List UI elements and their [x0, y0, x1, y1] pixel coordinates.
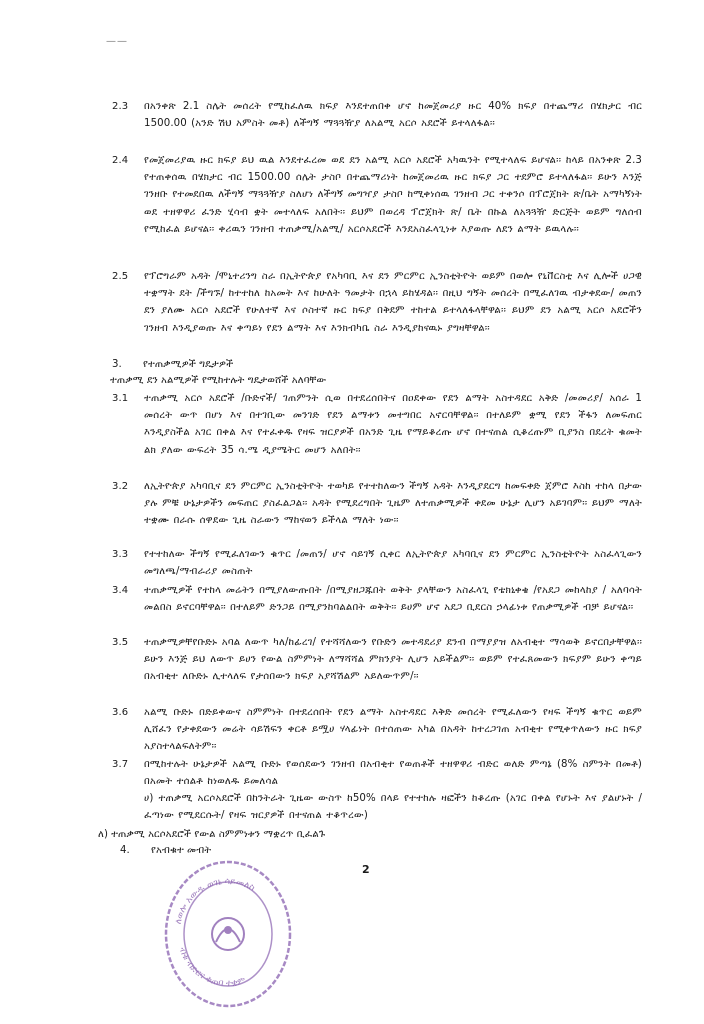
section-number: 3.: [112, 359, 122, 370]
clause-2-4: [112, 152, 642, 238]
clause-3-7: [112, 756, 642, 790]
clause-text: የፕሮግራም አዳት /ሞኒተሪንግ ስራ በኢትዮጵያ የአካባቢ እና ደን ምርምር ኢንስቲትዮት ወይም በወሎ የኒቨርስቲ እና ሊሎች ሀጋዊ ተቋማት ደት /ችግኙ/ ከተተከለ ከአመት እና ከሁለት ዓመታት በኋላ ይከሄዳል፡፡ በዚህ ግኝት መሰረት በሚፈለገዉ ብታቀደው/ መጠን ደን ያለሙ አርሶ አደሮች የሁለተኛ እና ሶስተኛ ዙር ክፍያ በቅደም ተከተል ይተላለፋላቸዋል፡፡ ይህም ደን አልሚ አርሶ አደሮችን ገንዘብ እንዲያወጡ እና ቀጣይነ የደን ልማት እና እንክብካቤ ስራ እንዲያከናዉኑ ያግዛቸዋል፡፡: [144, 271, 642, 334]
clause-number: 3.1: [112, 393, 129, 404]
clause-number: 3.6: [112, 707, 129, 718]
clause-text: ተጠቃሚዎቸየቡድኑ አባል ለውጥ ካለ/ከፊረገ/ የተሻሻለውን የቡድን መተዳደሪያ ደንብ በማያያዝ ለአብቂተ ማሳወቅ ይኖርበታቸዋል፡፡ ይሁን እንጅ ይህ ለውጥ ይሀን የውል ስምምነት ለማሻሻል ምክንያት ሊሆን አይችልም፡፡ ወይም የተፈጸመውን ክፍያም ይሁን ቀጣይ በአብቂተ ለቡድኑ ሊተላለፍ የታሰበውን ክፍያ አያሻሽልም አይለውጥም/፡፡: [144, 637, 642, 683]
scan-mark: ——: [106, 36, 128, 47]
svg-text:ብቁ ብድርና ቁጠባ ተቋም: [177, 946, 248, 989]
clause-text: አልሚ ቡድኑ በድይቀውና ስምምነት በተደረሰበት የደን ልማት አስተዳደር እቅድ መሰረት የሚፈለውን የዛፍ ችግኝ ቁጥር ወይም ሊሸፈን የታቀደውን መሬት ሳይሽፍን ቀርቶ ይሟሀ ሃላፊነት በተሰጠው አካል በአዳት ከተረጋገጠ አብቂተ የሚቀጥለውን ዙር ክፍያ አያስተላልፍለትም፡፡: [144, 707, 642, 753]
section-3-heading: [112, 356, 233, 373]
clause-text: በሚከተሉት ሁኔታዎች አልሚ ቡድኑ የወሰደውን ገንዘብ በአብቂተ የወጠቶች ተዘዋዋሪ ብድር ወለድ ምጣኔ (8% ስምንት በመቶ) በአመት ተሰልቶ ከነወለዱ ይመለሳል: [144, 759, 642, 788]
sub-clause-u: [112, 790, 642, 824]
clause-number: 3.4: [112, 585, 129, 596]
clause-3-5: [112, 634, 642, 686]
clause-number: 3.7: [112, 759, 129, 770]
sub-clause-l: ለ) ተጠቃሚ አርሶአደሮች የውል ስምምነቱን ማቋረጥ ቢፈልጉ: [98, 829, 326, 840]
sub-clause-text: ሀ) ተጠቃሚ አርሶአደሮች በከንትራት ጊዜው ውስጥ ከ50% በላይ የተተከሉ ዛፎችን ከቆረጡ (አገር በቀል የሆኑት እና ያልሆኑት /ፈጣነው የሚደርሱት/ የዛፍ ዝርያዎች በተናጠል ተቆጥረው): [144, 793, 642, 822]
section-title: የአብቁተ መብት: [150, 845, 212, 856]
clause-3-4: [112, 582, 642, 616]
section-3-intro: ተጠቃሚ ደን አልሚዎች የሚከተሉት ግዴታወሸች አለባቸው: [110, 375, 327, 386]
stamp-text-bottom: ብቁ ብድርና ቁጠባ ተቋም: [176, 946, 247, 990]
clause-2-5: [112, 268, 642, 337]
clause-text: በአንቀጽ 2.1 ስሌት መሰረት የሚከፈለዉ ክፍያ እንደተጠበቀ ሆኖ ከመጀመሪያ ዙር 40% ክፍያ በተጨማሪ በሄክታር ብር 1500.00 (አንድ ሽህ አምስት መቶ) ለችግኝ ማጓጓዥያ ለአልሚ አርሶ አደሮች ይተላለፋል፡፡: [144, 101, 642, 130]
clause-number: 3.5: [112, 637, 129, 648]
clause-3-1: [112, 390, 642, 459]
clause-text: ለኢትዮጵያ አካባቢና ደን ምርምር ኢንስቲትዮት ተወካይ የተተከለውን ችግኝ አዳት እንዲያደርግ ከመፍቀድ ጀምሮ እስከ ተከላ በታው ያሉ ምቹ ሁኔታዎችን መፍጠር ያስፈልጋል፡፡ አዳት የሚደረግበት ጊዜም ለተጠቃሚዎች ቀደመ ሁኔታ ሊሆን አይገባም፡፡ ይህም ማለት ተቋሙ በራሱ ሰዋደው ጊዜ ስራውን ማከናወን ይችላል ማለት ነው፡፡: [144, 481, 642, 527]
clause-text: የመጀመሪያዉ ዙር ክፍያ ይህ ዉል እንደተፈረመ ወደ ደን አልሚ አርሶ አደሮች አካዉንት የሚተላለፍ ይሆናል፡፡ ከላይ በአንቀጽ 2.3 የተጠቀሰዉ በሄክታር ብር 1500.00 ሰሌት ታስቦ በተጨማሪነት ከመጀመሪዉ ዙር ክፍያ ጋር ተደምሮ ይተላለፋል፡፡ ይሁን እንጅ ገንዘቡ የተመደበዉ ለችግኝ ማጓጓዥያ ስለሆነ ለችግኝ መግዣያ ታስቦ ከሚቀነሰዉ ገንዘብ ጋር ተቀንሶ በፕሮጀክት ጽ/ቤት አማካኝነት ወደ ተዘዋዋሪ ፈንድ ሂሳብ ቋት መተላለፍ አለበት፡፡ ይህም በወረዳ ፕሮጀክት ጽ/ ቤት በኩል ለአጓጓዥ ድርጅት ወይም ግለሰብ የሚከፈል ይሆናል፡፡ ቀሪዉን ገንዘብ ተጠቃሚ/አልሚ/ አርሶአደሮች እንደአስፈላጊነቱ እያወጡ ለደን ልማት ይዉላሉ፡፡: [144, 155, 642, 235]
official-stamp: [158, 852, 298, 1012]
clause-number: 2.3: [112, 101, 129, 112]
clause-number: 3.2: [112, 481, 129, 492]
clause-number: 2.4: [112, 155, 129, 166]
stamp-emblem-icon: [212, 918, 244, 950]
stamp-text-top: ለወሎ አውዱ ወገኔ ሳይመለስ: [173, 876, 257, 926]
page-number: 2: [362, 863, 370, 876]
clause-text: ተጠቃሚዎች የተከላ መሬትን በሚያለውጡበት /በሚያዘጋጁበት ወቅት ያላቸውን አስፈላጊ የቴክኒቀቄ /የአደጋ መከላከያ / አለባሳት መልበስ ይኖርባቸዋል፡፡ በተለይም ድንጋይ በሚያንከባልልበት ወቅት፡፡ ይሀም ሆኖ አደጋ ቢደርስ ኃላፊነቱ የጠቃሚዎች ብቻ ይሆናል፡፡: [144, 585, 642, 614]
clause-text: የተተከለው ችግኝ የሚፈለገውን ቁጥር /መጠን/ ሆኖ ሳይገኝ ሲቀር ለኢትዮጵያ አካባቢና ደን ምርምር ኢንስቲትዮት አስፈላጊውን መግለጫ/ማብራሪያ መስጠት: [144, 549, 642, 578]
section-title: የተጠቃሚዎች ግዴታዎች: [142, 359, 234, 370]
clause-number: 2.5: [112, 271, 129, 282]
clause-2-3: [112, 98, 642, 132]
clause-3-2: [112, 478, 642, 530]
clause-number: 3.3: [112, 549, 129, 560]
clause-3-6: [112, 704, 642, 756]
clause-3-3: [112, 546, 642, 580]
section-number: 4.: [120, 845, 130, 856]
clause-text: ተጠቃሚ አርሶ አደሮች /ቡድኖች/ ገጠምንት ሲወ በተደረሰበትና በዐደቀው የደን ልማት አስተዳደር አቅድ /መመሪያ/ አሰራ 1 መሰረት ውጥ በሆነ እና በተገቢው መንገድ የደን ልማቱን መተግበር አኖርባቸዋል፡፡ በተለይም ቋሚ የደን ችፋን ለመፍጠር እንዲያስችል አገር በቀል እና የተፈቀዱ የዛፍ ዝርያዎች በአንድ ጊዜ የማይቆረጡ ሆኖ በተናጠል ሲቆረጡም ቢያንስ በደረት ቁመት ልክ ያለው ውፍረት 35 ሳ.ሜ ዲያሜትር መሆን አለበት፡፡: [144, 393, 642, 456]
